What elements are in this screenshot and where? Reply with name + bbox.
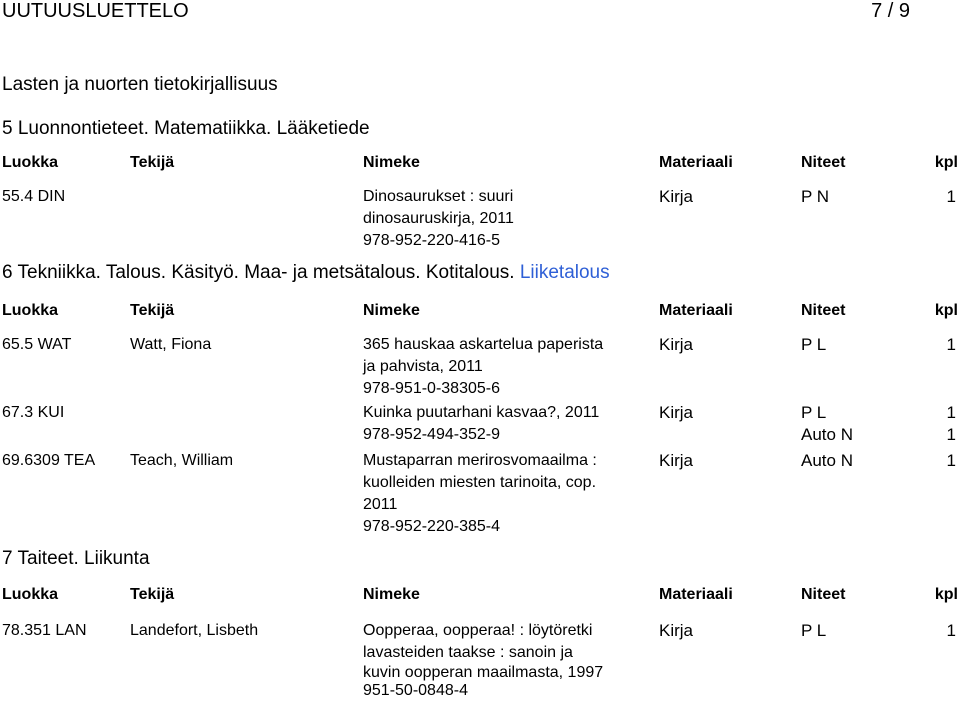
cell-niteet: P N — [801, 187, 830, 206]
section-title: 5 Luonnontieteet. Matematiikka. Lääketiede — [2, 118, 370, 139]
cell-kpl: 1 — [946, 335, 956, 354]
header-kpl: kpl — [934, 302, 958, 319]
cell-nimeke-line: 2011 — [363, 496, 398, 513]
page-number: 7 / 9 — [871, 0, 910, 22]
cell-luokka: 78.351 LAN — [2, 622, 87, 639]
cell-kpl: 1 — [946, 403, 956, 422]
cell-nimeke-line: dinosauruskirja, 2011 — [363, 210, 514, 227]
cell-nimeke-line: kuvin oopperan maailmasta, 1997 — [363, 664, 604, 681]
header-materiaali: Materiaali — [659, 302, 733, 319]
header-tekija: Tekijä — [130, 586, 175, 603]
cell-luokka: 69.6309 TEA — [2, 452, 96, 469]
cell-tekija: Teach, William — [130, 452, 234, 469]
cell-niteet: Auto N — [801, 425, 853, 444]
cell-niteet: P L — [801, 335, 827, 354]
cell-niteet: P L — [801, 621, 827, 640]
header-tekija: Tekijä — [130, 302, 175, 319]
page-title: UUTUUSLUETTELO — [2, 0, 189, 22]
cell-nimeke-line: kuolleiden miesten tarinoita, cop. — [363, 474, 597, 491]
cell-nimeke-line: Mustaparran merirosvomaailma : — [363, 452, 597, 469]
header-kpl: kpl — [934, 586, 958, 603]
cell-isbn: 951-50-0848-4 — [363, 682, 468, 699]
header-nimeke: Nimeke — [363, 586, 420, 603]
section-title-link: Liiketalous — [519, 262, 610, 283]
cell-kpl: 1 — [946, 621, 956, 640]
header-nimeke: Nimeke — [363, 154, 420, 171]
cell-materiaali: Kirja — [659, 451, 694, 470]
cell-materiaali: Kirja — [659, 335, 694, 354]
cell-luokka: 67.3 KUI — [2, 404, 65, 421]
cell-tekija: Landefort, Lisbeth — [130, 622, 259, 639]
header-nimeke: Nimeke — [363, 302, 420, 319]
cell-isbn: 978-952-494-352-9 — [363, 426, 500, 443]
cell-isbn: 978-952-220-385-4 — [363, 518, 500, 535]
cell-nimeke-line: Kuinka puutarhani kasvaa?, 2011 — [363, 404, 600, 421]
header-luokka: Luokka — [2, 154, 59, 171]
catalog-heading: Lasten ja nuorten tietokirjallisuus — [2, 74, 278, 95]
header-luokka: Luokka — [2, 302, 59, 319]
section-title: 7 Taiteet. Liikunta — [2, 548, 150, 569]
cell-luokka: 55.4 DIN — [2, 188, 66, 205]
section-title — [2, 262, 610, 284]
section-title-main: 6 Tekniikka. Talous. Käsityö. Maa- ja metsätalous. Kotitalous. — [2, 262, 520, 283]
cell-kpl: 1 — [946, 187, 956, 206]
cell-nimeke-line: ja pahvista, 2011 — [363, 358, 483, 375]
header-niteet: Niteet — [801, 586, 846, 603]
cell-nimeke-line: 365 hauskaa askartelua paperista — [363, 336, 604, 353]
header-luokka: Luokka — [2, 586, 59, 603]
cell-tekija: Watt, Fiona — [130, 336, 212, 353]
cell-niteet: P L — [801, 403, 827, 422]
header-materiaali: Materiaali — [659, 154, 733, 171]
cell-materiaali: Kirja — [659, 621, 694, 640]
header-materiaali: Materiaali — [659, 586, 733, 603]
cell-kpl: 1 — [946, 451, 956, 470]
cell-niteet: Auto N — [801, 451, 853, 470]
cell-isbn: 978-952-220-416-5 — [363, 232, 500, 249]
cell-isbn: 978-951-0-38305-6 — [363, 380, 500, 397]
header-niteet: Niteet — [801, 154, 846, 171]
header-kpl: kpl — [934, 154, 958, 171]
cell-kpl: 1 — [946, 425, 956, 444]
cell-nimeke-line: Oopperaa, oopperaa! : löytöretki — [363, 622, 593, 639]
cell-materiaali: Kirja — [659, 187, 694, 206]
cell-nimeke-line: Dinosaurukset : suuri — [363, 188, 514, 205]
cell-luokka: 65.5 WAT — [2, 336, 72, 353]
cell-nimeke-line: lavasteiden taakse : sanoin ja — [363, 644, 573, 661]
header-niteet: Niteet — [801, 302, 846, 319]
cell-materiaali: Kirja — [659, 403, 694, 422]
header-tekija: Tekijä — [130, 154, 175, 171]
